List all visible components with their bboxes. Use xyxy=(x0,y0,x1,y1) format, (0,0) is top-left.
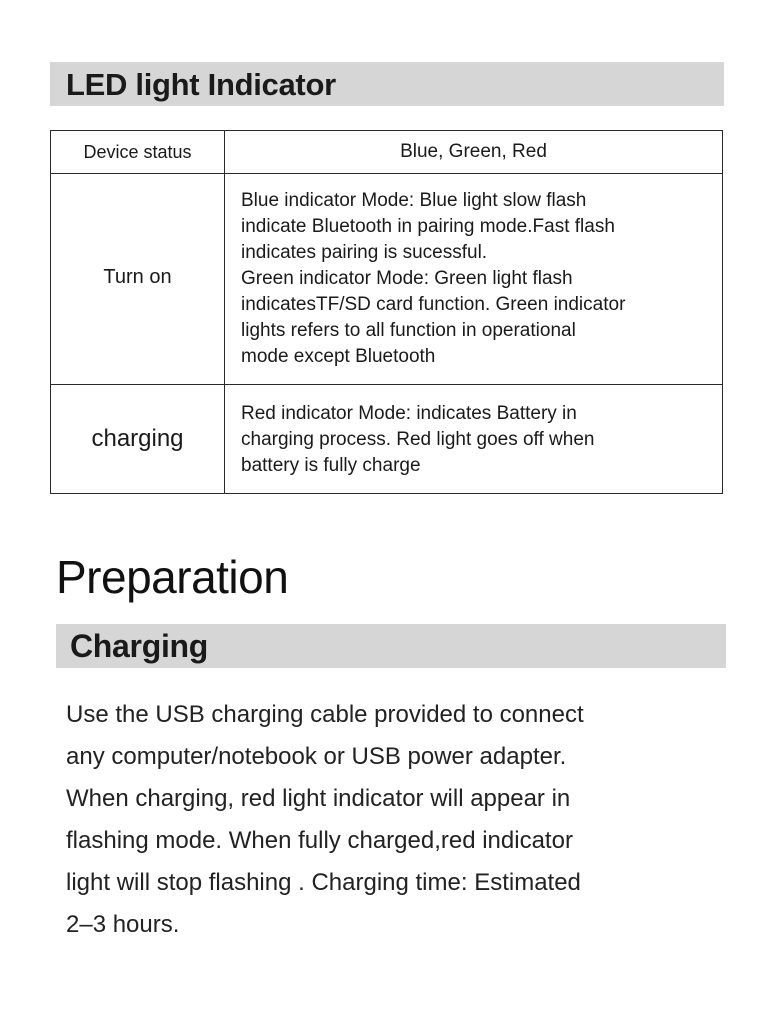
table-row-charging xyxy=(51,385,723,494)
description-line: Green indicator Mode: Green light flash xyxy=(241,268,573,289)
description-turn-on xyxy=(225,174,723,385)
header-device-status: Device status xyxy=(51,131,225,174)
description-line: lights refers to all function in operational xyxy=(241,320,576,341)
status-charging: charging xyxy=(51,385,225,494)
description-line: charging process. Red light goes off when xyxy=(241,429,595,450)
table-header-row xyxy=(51,131,723,174)
description-line: Blue indicator Mode: Blue light slow flash xyxy=(241,190,587,211)
description-charging xyxy=(225,385,723,494)
charging-title: Charging xyxy=(70,628,209,664)
preparation-title: Preparation xyxy=(56,551,289,603)
description-line: battery is fully charge xyxy=(241,455,421,476)
led-indicator-table xyxy=(50,130,723,494)
instruction-line: any computer/notebook or USB power adapter. xyxy=(66,743,567,770)
led-indicator-title: LED light Indicator xyxy=(66,66,336,102)
charging-section-header xyxy=(56,624,726,668)
description-line: mode except Bluetooth xyxy=(241,346,436,367)
charging-instructions xyxy=(66,694,726,946)
description-line: indicate Bluetooth in pairing mode.Fast flash xyxy=(241,216,615,237)
status-turn-on: Turn on xyxy=(51,174,225,385)
instruction-line: light will stop flashing . Charging time: Estimated xyxy=(66,869,581,896)
instruction-line: Use the USB charging cable provided to connect xyxy=(66,701,584,728)
instruction-line: flashing mode. When fully charged,red indicator xyxy=(66,827,573,854)
instruction-line: 2–3 hours. xyxy=(66,911,180,938)
led-indicator-section-header xyxy=(50,62,724,106)
description-line: Red indicator Mode: indicates Battery in xyxy=(241,403,577,424)
header-colors: Blue, Green, Red xyxy=(225,131,723,174)
description-line: indicates pairing is sucessful. xyxy=(241,242,488,263)
description-line: indicatesTF/SD card function. Green indicator xyxy=(241,294,626,315)
table-row-turn-on xyxy=(51,174,723,385)
instruction-line: When charging, red light indicator will appear in xyxy=(66,785,571,812)
